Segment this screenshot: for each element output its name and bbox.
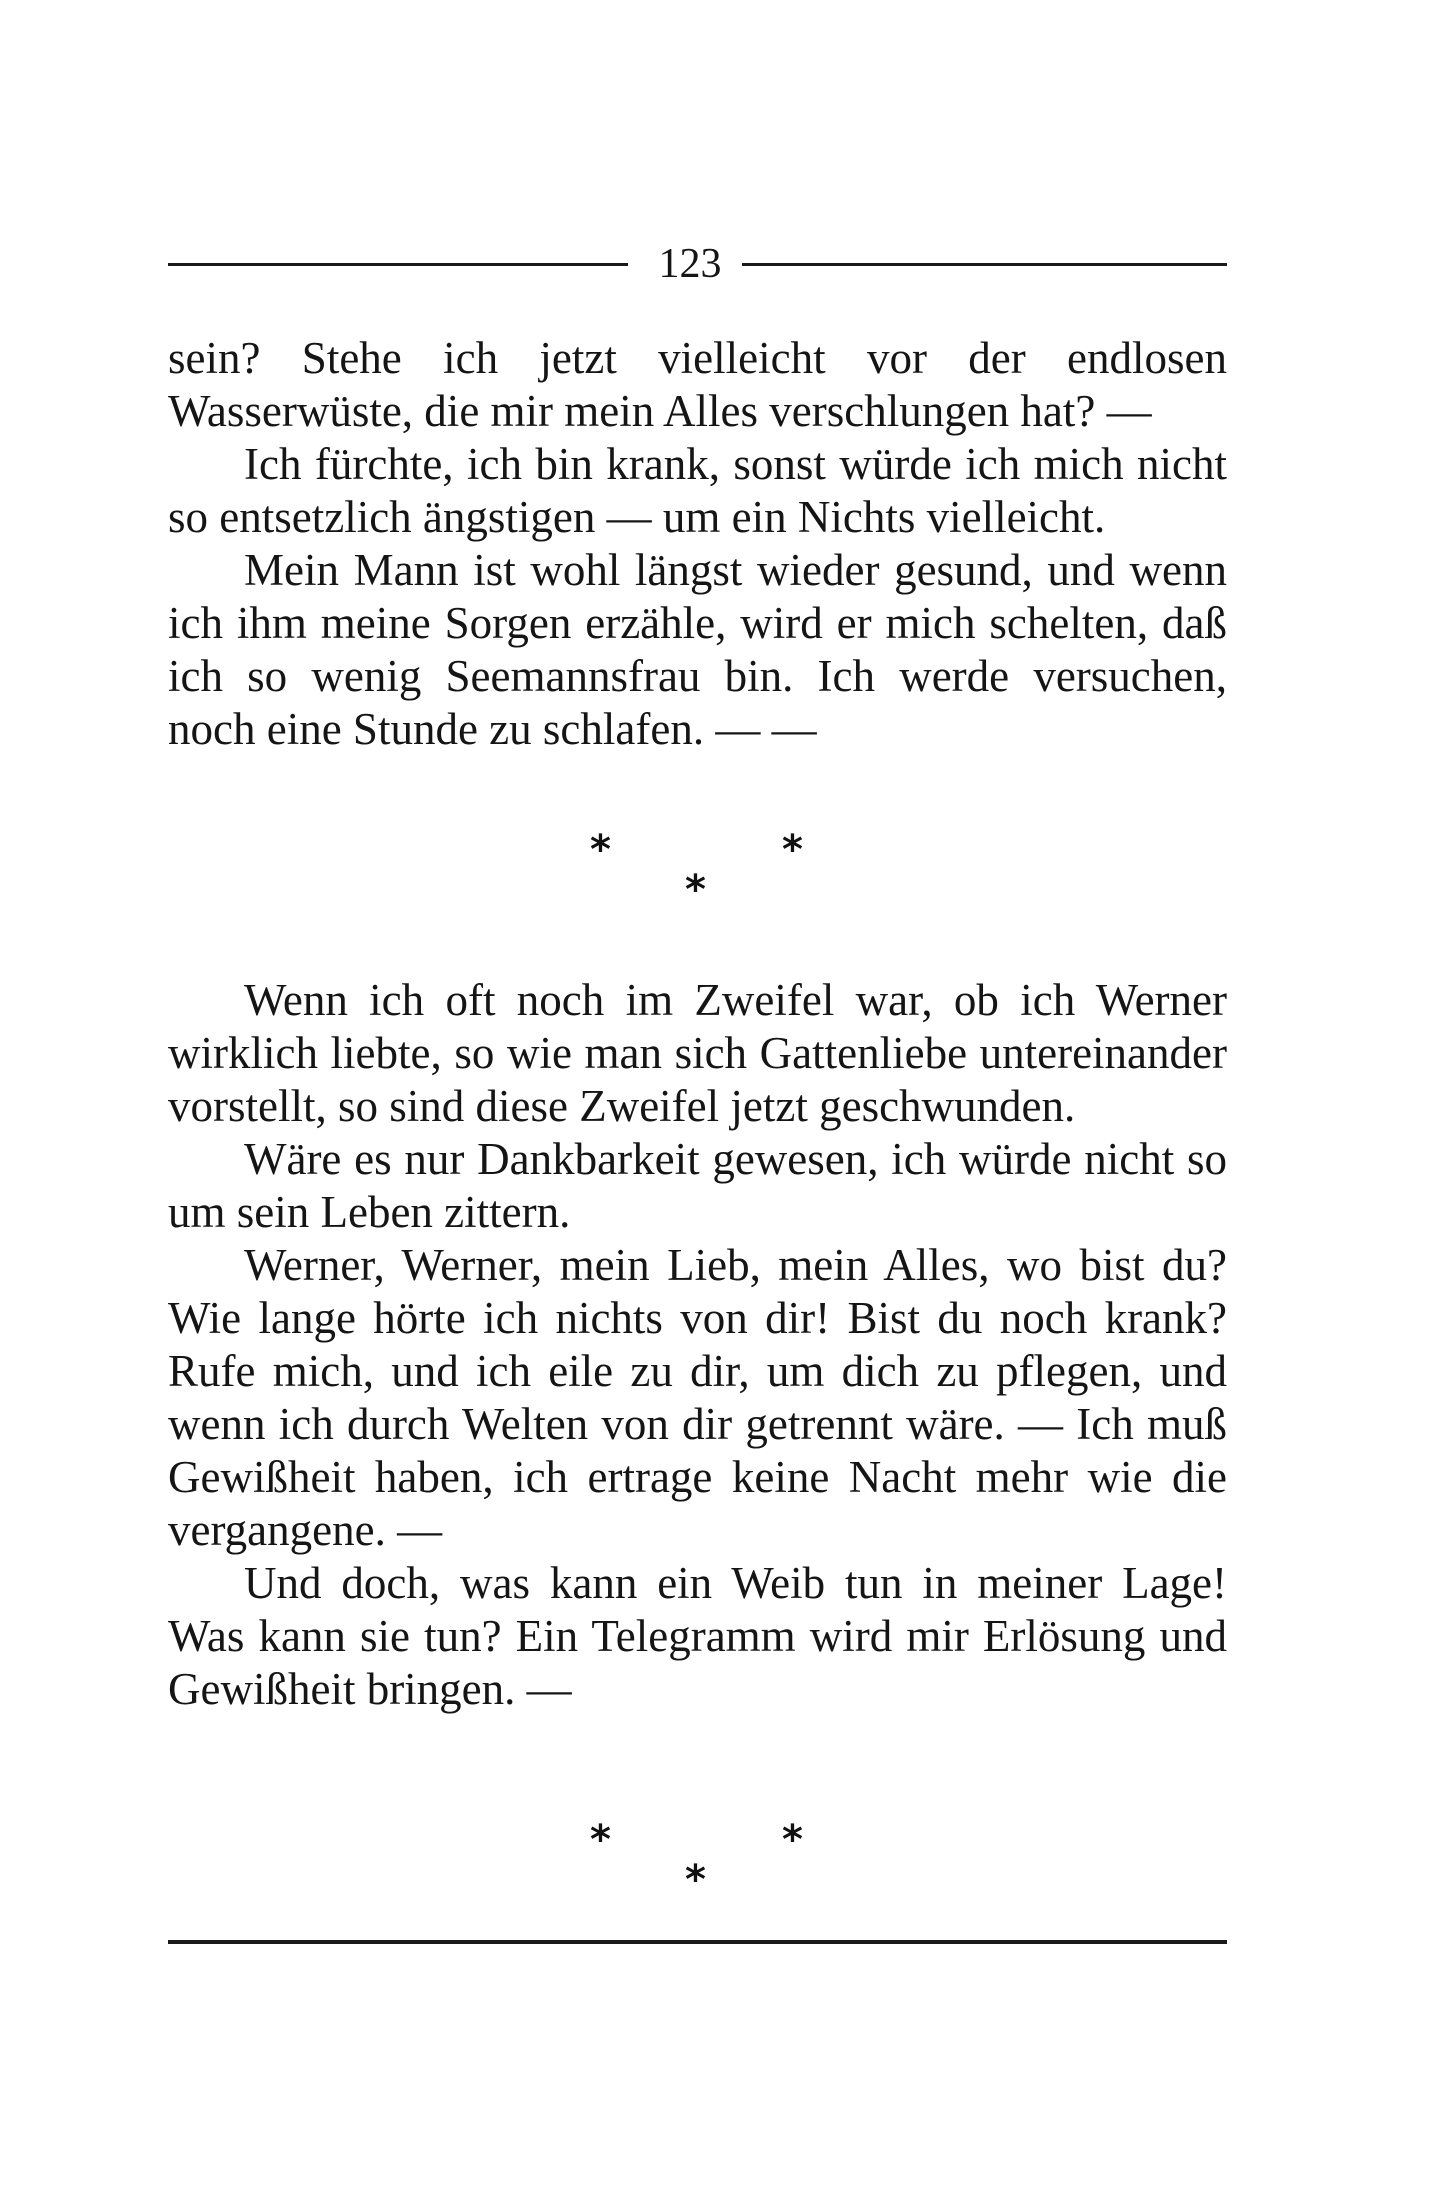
asterisk: * [782, 827, 803, 873]
text-block-top [168, 332, 1227, 756]
paragraph: Werner, Werner, mein Lieb, mein Alles, wo bist du? Wie lange hörte ich nichts von dir! Bist du noch krank? Rufe mich, und ich eile zu dir, um dich zu pflegen, und wenn ich durch Welten von dir getrennt wäre. — Ich muß Gewißheit haben, ich ertrage keine Nacht mehr wie die vergangene. — [168, 1240, 1227, 1555]
section-separator [560, 827, 820, 920]
header-rule-left [168, 263, 628, 266]
section-separator [560, 1817, 820, 1910]
paragraph-continued: sein? Stehe ich jetzt vielleicht vor der endlosen Wasserwüste, die mir mein Alles verschlungen hat? — [168, 333, 1227, 436]
paragraph: Wenn ich oft noch im Zweifel war, ob ich Werner wirklich liebte, so wie man sich Gattenliebe untereinander vorstellt, so sind diese Zweifel jetzt geschwunden. [168, 975, 1227, 1131]
paragraph: Mein Mann ist wohl längst wieder gesund, und wenn ich ihm meine Sorgen erzähle, wird er mich schelten, daß ich so wenig Seemannsfrau bin. Ich werde versuchen, noch eine Stunde zu schlafen. — — [168, 545, 1227, 754]
asterisk: * [685, 867, 706, 913]
asterisk: * [590, 827, 611, 873]
text-block-bottom [168, 974, 1227, 1716]
asterisk: * [782, 1817, 803, 1863]
page-header [168, 238, 1227, 298]
asterisk: * [685, 1857, 706, 1903]
footer-rule [168, 1940, 1227, 1944]
page-number: 123 [658, 241, 722, 287]
asterisk: * [590, 1817, 611, 1863]
paragraph: Wäre es nur Dankbarkeit gewesen, ich würde nicht so um sein Leben zittern. [168, 1134, 1227, 1237]
paragraph: Und doch, was kann ein Weib tun in meiner Lage! Was kann sie tun? Ein Telegramm wird mir Erlösung und Gewißheit bringen. — [168, 1558, 1227, 1714]
paragraph: Ich fürchte, ich bin krank, sonst würde ich mich nicht so entsetzlich ängstigen — um ein Nichts vielleicht. [168, 439, 1227, 542]
header-rule-right [742, 263, 1227, 266]
